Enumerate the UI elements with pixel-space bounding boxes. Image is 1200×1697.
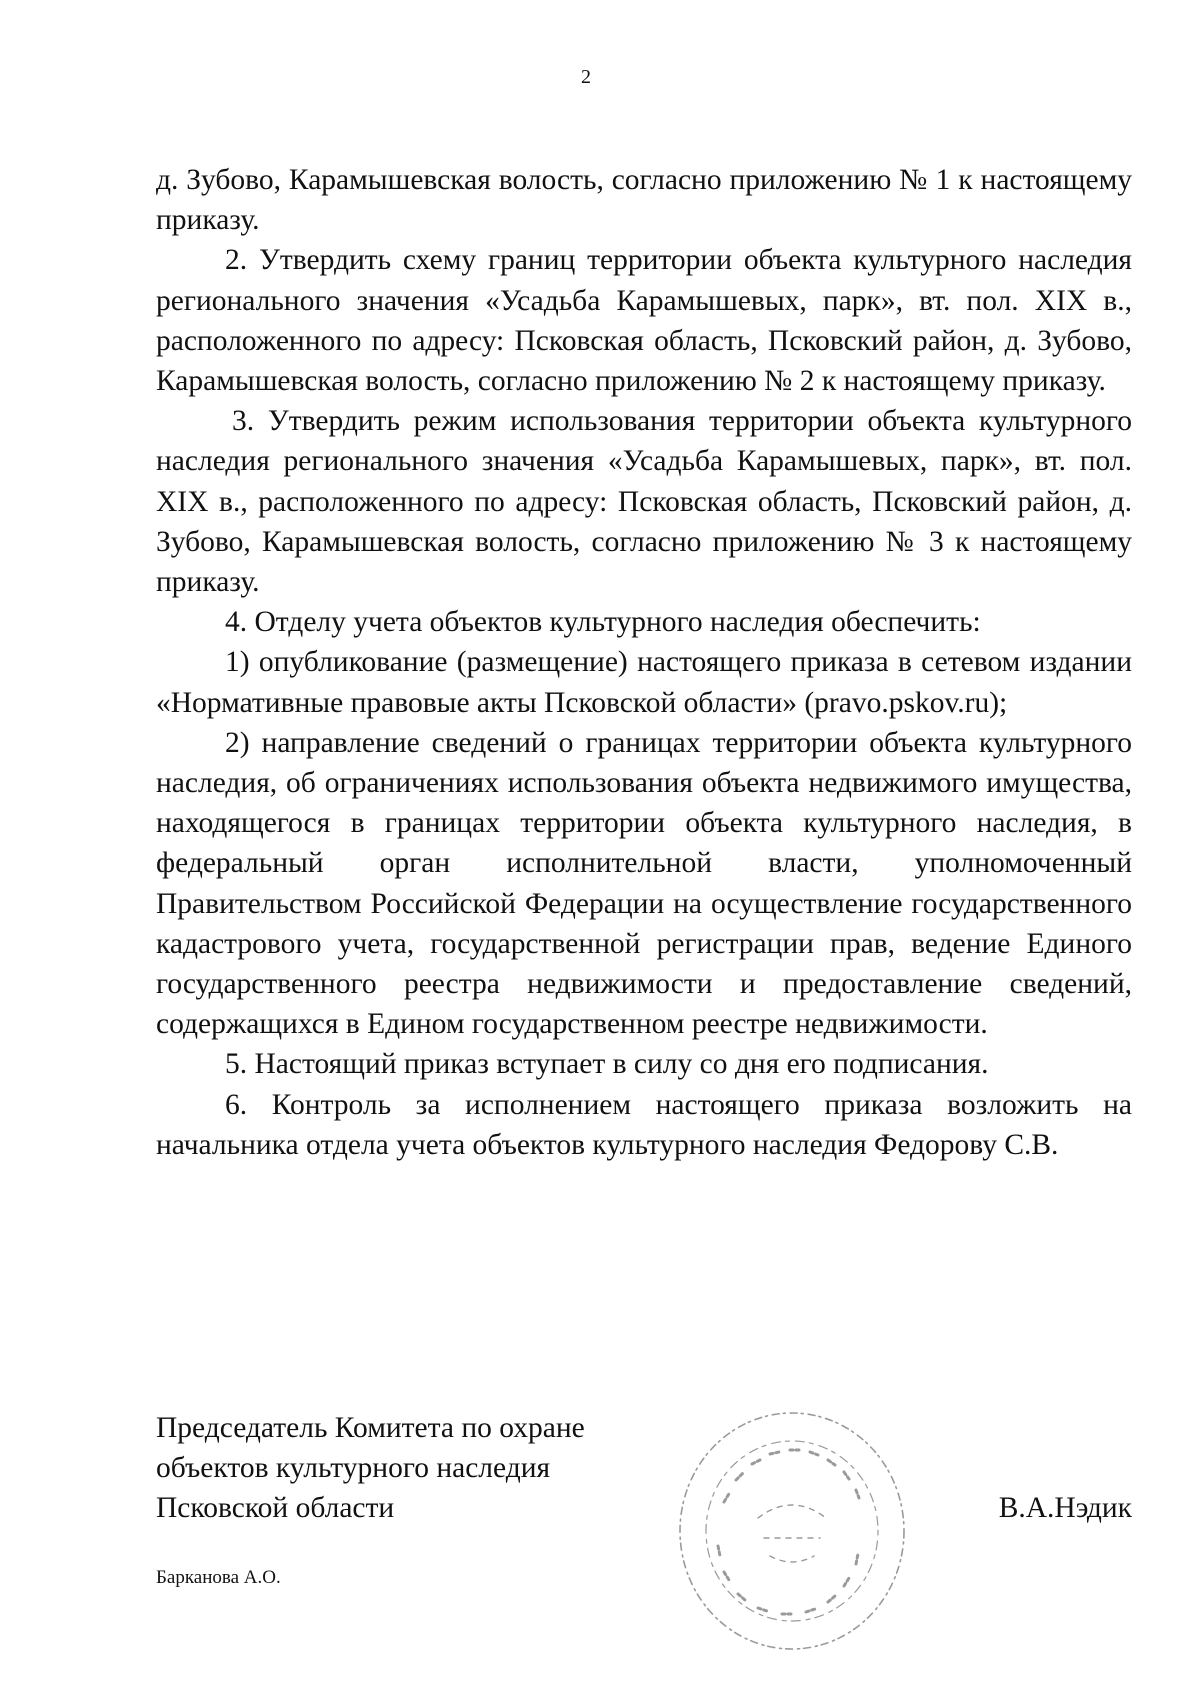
signatory-title-line: Псковской области bbox=[156, 1492, 395, 1524]
signatory-title-line: Председатель Комитета по охране bbox=[156, 1412, 585, 1444]
signatory-title-line: объектов культурного наследия bbox=[156, 1452, 551, 1484]
signatory-title bbox=[156, 1408, 676, 1528]
paragraph-continuation: д. Зубово, Карамышевская волость, согласно приложению № 1 к настоящему приказу. bbox=[156, 164, 1132, 237]
seal-inner-marks bbox=[758, 1505, 826, 1562]
paragraph-subitem-1: 1) опубликование (размещение) настоящего приказа в сетевом издании «Нормативные правовые акты Псковской области» (pravo.pskov.ru); bbox=[156, 646, 1132, 719]
seal-inner-ring bbox=[706, 1441, 878, 1621]
paragraph-item-3: 3. Утвердить режим использования территории объекта культурного наследия регионального значения «Усадьба Карамышевых, парк», вт. пол. XIX в., расположенного по адресу: Псковская область, Псковский район, д. Зубово, Карамышевская волость, согласно приложению № 3 к настоящему приказу. bbox=[156, 405, 1132, 599]
paragraph-item-6: 6. Контроль за исполнением настоящего приказа возложить на начальника отдела учета объектов культурного наследия Федорову С.В. bbox=[156, 1088, 1132, 1161]
paragraph-item-5: 5. Настоящий приказ вступает в силу со дня его подписания. bbox=[225, 1048, 989, 1081]
seal-lettering-marks bbox=[718, 1546, 858, 1614]
signatory-name: В.А.Нэдик bbox=[998, 1492, 1132, 1524]
document-body bbox=[156, 160, 1132, 1165]
paragraph-item-4: 4. Отделу учета объектов культурного наследия обеспечить: bbox=[225, 606, 981, 639]
paragraph-subitem-2: 2) направление сведений о границах территории объекта культурного наследия, об ограничениях использования объекта недвижимого имущества, находящегося в границах территории объекта культурного наследия, в федеральный орган исполнительной власти, уполномоченный Правительством Российской Федерации на осуществление государственного кадастрового учета, государственной регистрации прав, ведение Единого государственного реестра недвижимости и предоставление сведений, содержащихся в Едином государственном реестре недвижимости. bbox=[156, 726, 1132, 1041]
page-number: 2 bbox=[581, 66, 591, 88]
executor-name: Барканова А.О. bbox=[156, 1567, 281, 1588]
seal-lettering-marks bbox=[724, 1450, 859, 1502]
official-seal-stamp bbox=[672, 1406, 912, 1656]
paragraph-item-2: 2. Утвердить схему границ территории объекта культурного наследия регионального значения «Усадьба Карамышевых, парк», вт. пол. XIX в., расположенного по адресу: Псковская область, Псковский район, д. Зубово, Карамышевская волость, согласно приложению № 2 к настоящему приказу. bbox=[156, 244, 1132, 398]
